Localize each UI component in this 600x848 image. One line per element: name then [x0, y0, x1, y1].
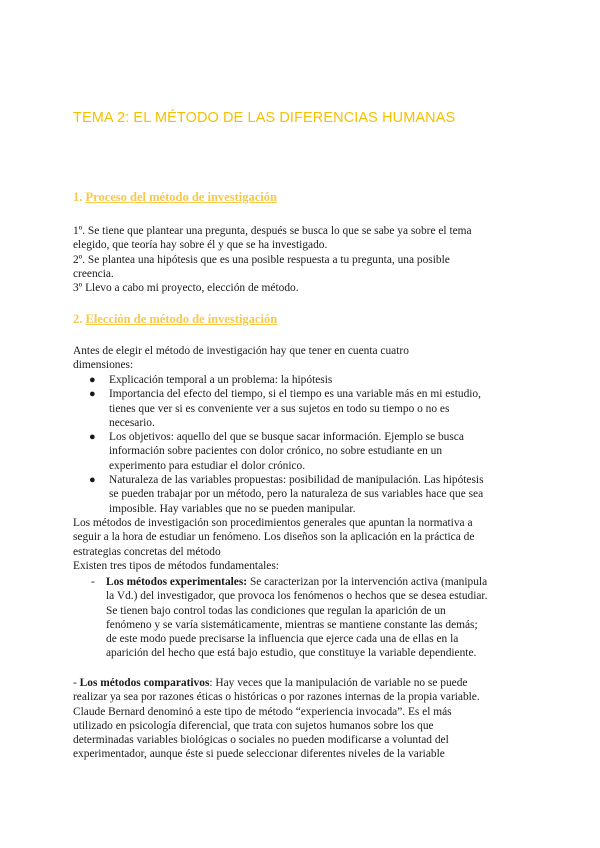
text-line: elegido, que teoría hay sobre él y que se ha investigado.: [73, 239, 328, 252]
section-2-number: 2.: [73, 312, 86, 326]
section-2-heading-text: Elección de método de investigación: [85, 312, 278, 326]
text-line: [73, 676, 553, 690]
text-line: 1º. Se tiene que plantear una pregunta, después se busca lo que se sabe ya sobre el tema: [73, 225, 472, 237]
experimental-methods-item: [73, 575, 543, 661]
text-line: experimento para estudiar el dolor crónico.: [109, 459, 306, 472]
text-line: Se tienen bajo control todas las condiciones que regulan la aparición de un: [106, 604, 446, 617]
term-description: Se caracterizan por la intervención activa (manipula: [247, 576, 488, 588]
term-bold: Los métodos experimentales:: [106, 576, 248, 588]
section-2-intro: [73, 344, 533, 373]
text-line: imposible. Hay variables que no se pueden manipular.: [109, 502, 356, 515]
section-1-number: 1.: [73, 190, 86, 204]
text-line: necesario.: [109, 416, 155, 429]
text-line: de este modo puede precisarse la influencia que ejerce cada una de ellas en la: [106, 633, 459, 646]
comparative-methods-item: [73, 676, 553, 762]
term-description: : Hay veces que la manipulación de variable no se puede: [209, 677, 468, 689]
dimensions-list: [73, 373, 533, 516]
list-item: [73, 373, 533, 387]
section-1-heading: [73, 190, 277, 205]
bullet-icon: ●: [89, 474, 96, 487]
bullet-icon: ●: [89, 374, 96, 386]
section-2-heading: [73, 312, 277, 327]
text-line: experimentador, aunque éste si puede seleccionar diferentes niveles de la variable: [73, 748, 445, 761]
text-line: Los métodos de investigación son procedimientos generales que apuntan la normativa a: [73, 517, 473, 529]
text-line: Antes de elegir el método de investigación hay que tener en cuenta cuatro: [73, 345, 409, 357]
text-line: utilizado en psicología diferencial, que trata con sujetos humanos sobre los que: [73, 719, 434, 732]
text-line: seguir a la hora de estudiar un fenómeno. Los diseños son la aplicación en la práctica de: [73, 531, 475, 544]
term-bold: Los métodos comparativos: [79, 677, 210, 689]
text-line: [106, 575, 543, 589]
text-line: 3º Llevo a cabo mi proyecto, elección de método.: [73, 282, 299, 295]
section-1-heading-text: Proceso del método de investigación: [85, 190, 277, 204]
text-line: Naturaleza de las variables propuestas: posibilidad de manipulación. Las hipótesis: [109, 474, 484, 487]
text-line: Existen tres tipos de métodos fundamentales:: [73, 559, 279, 572]
text-line: 2º. Se plantea una hipótesis que es una posible respuesta a tu pregunta, una posible: [73, 253, 450, 266]
bullet-icon: ●: [89, 388, 96, 401]
text-line: fenómeno y se varía sistemáticamente, mientras se mantiene constante las demás;: [106, 618, 478, 631]
document-title: TEMA 2: EL MÉTODO DE LAS DIFERENCIAS HUMANAS: [73, 110, 456, 126]
text-line: determinadas variables biológicas o sociales no pueden modificarse a voluntad del: [73, 734, 449, 747]
methods-paragraph: [73, 516, 533, 573]
list-item: [73, 473, 533, 516]
text-line: creencia.: [73, 267, 114, 280]
text-line: Importancia del efecto del tiempo, si el tiempo es una variable más en mi estudio,: [109, 388, 481, 401]
text-line: Explicación temporal a un problema: la hipótesis: [109, 374, 333, 386]
list-item: [73, 430, 533, 473]
text-line: tienes que ver si es conveniente ver a sus sujetos en todo su tiempo o no es: [109, 402, 450, 415]
dash-marker: -: [73, 677, 80, 689]
text-line: estrategias concretas del método: [73, 545, 221, 558]
list-item: [73, 387, 533, 430]
dash-marker: -: [91, 576, 95, 588]
text-line: se pueden trabajar por un método, pero la naturaleza de sus variables hace que sea: [109, 488, 484, 501]
section-1-body: [73, 224, 533, 295]
text-line: Claude Bernard denominó a este tipo de método “experiencia invocada”. Es el más: [73, 705, 452, 718]
text-line: aparición del hecho que está bajo estudio, que constituye la variable dependiente.: [106, 647, 477, 660]
text-line: la Vd.) del investigador, que provoca los fenómenos o hechos que se desea estudiar.: [106, 590, 488, 603]
text-line: información sobre pacientes con dolor crónico, no sobre estudiante en un: [109, 445, 443, 458]
text-line: Los objetivos: aquello del que se busque sacar información. Ejemplo se busca: [109, 431, 464, 444]
bullet-icon: ●: [89, 431, 96, 444]
text-line: dimensiones:: [73, 359, 134, 372]
text-line: realizar ya sea por razones éticas o históricas o por razones internas de la propia variable.: [73, 691, 480, 704]
